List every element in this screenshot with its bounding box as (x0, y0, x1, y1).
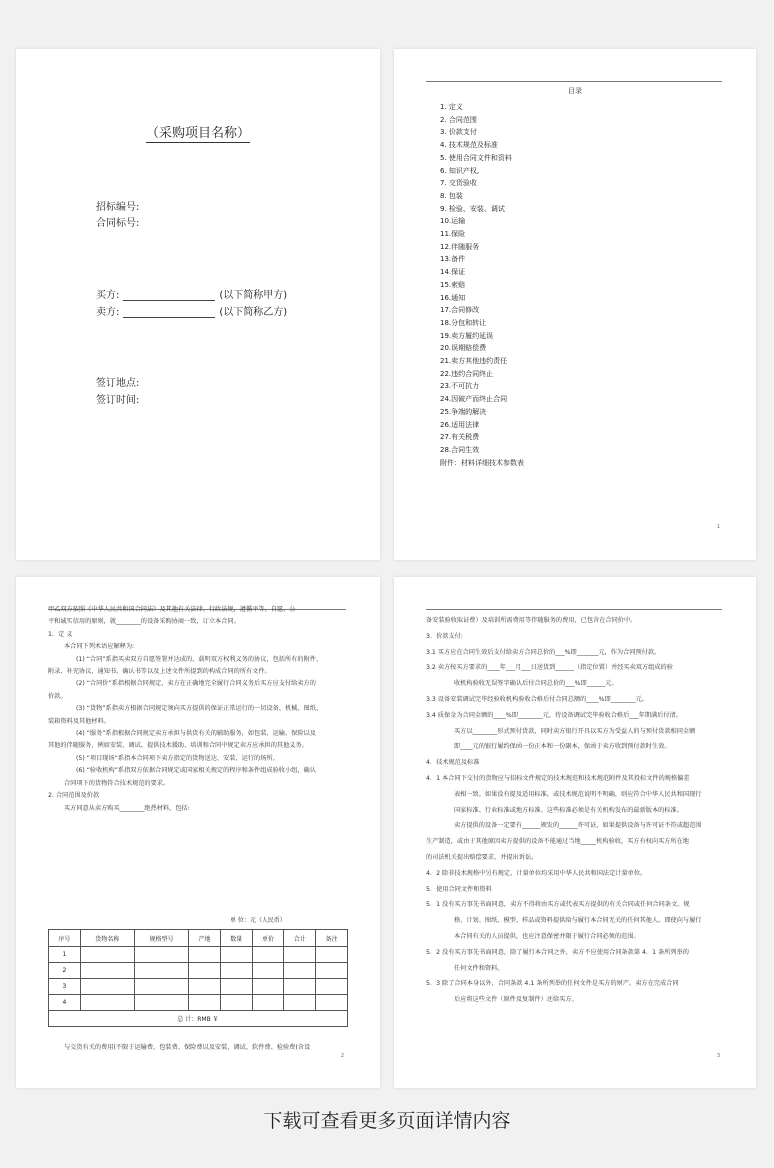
table-cell (252, 995, 284, 1011)
contract-body (48, 604, 322, 815)
table-header-cell: 序号 (49, 930, 81, 947)
table-cell (316, 963, 348, 979)
toc-item: 7. 交货验收 (440, 179, 477, 188)
toc-item: 24.因破产而终止合同 (440, 395, 508, 404)
contract-line: 卖方提供的设备一定要有______颁发的______许可证，如果提供设备与许可证不符或超范围 (454, 822, 702, 830)
toc-item: 21.卖方其他违约责任 (440, 357, 508, 366)
toc-item: 22.违约合同终止 (440, 369, 494, 378)
toc-item: 3. 价款支付 (440, 128, 477, 137)
toc-item: 28.合同生效 (440, 445, 480, 454)
contract-line: 买方同意从卖方购买________绝热材料，包括: (64, 804, 190, 812)
contract-body (426, 613, 702, 1008)
contract-line: (2) “合同价”系指根据合同规定，卖方在正确地完全履行合同义务后买方应支付给卖方的 (76, 680, 316, 688)
contract-line: 买方以________形式预付货款，同时卖方银行开具以买方为受益人的与预付货款相同金额 (454, 727, 696, 735)
contract-line: 附录、补充协议、通知书，确认书等以及上述文件所提到的构成合同的所有文件。 (48, 668, 271, 676)
sign-place-label: 签订地点: (96, 378, 140, 389)
contract-line: 3.1 买方应在合同生效后支付给卖方合同总价的___%即_______元，作为合同预付款。 (426, 648, 661, 656)
contract-line: 收机构验收无误签字确认后付合同总价的___%即______元。 (454, 680, 618, 688)
page-number: 3 (716, 1053, 720, 1059)
contract-line: 5．1 没有买方事先书面同意，卖方不得将由买方或代表买方提供的有关合同或任何合同条文、规 (426, 901, 690, 909)
buyer-label: 买方: (96, 290, 120, 301)
table-header-cell: 单价 (252, 930, 284, 947)
table-cell: 4 (49, 995, 81, 1011)
contract-line: 4．2 除非技术规格中另有规定，计量单位均采用中华人民共和国法定计量单位。 (426, 869, 647, 877)
buyer-note: (以下简称甲方) (219, 290, 288, 301)
contract-line: 3.4 质保金为合同金额的____%即________元，待设备调试完毕验收合格后___年期满后付清。 (426, 711, 682, 719)
sign-time-label: 签订时间: (96, 395, 140, 406)
table-cell (220, 963, 252, 979)
goods-table (48, 929, 348, 1027)
contract-line: 生产制造，或由于其他原因卖方提供的设备不能通过当地_____机构验收，买方有权向买方所在地 (426, 838, 689, 846)
table-cell (252, 963, 284, 979)
contract-line: 平和诚实信用的原则，就________的设备采购协商一致，订立本合同。 (48, 618, 240, 626)
contract-line: 备安装验收取证费）及培训所需费用等伴随服务的费用，已包含在合同价中。 (426, 617, 637, 624)
table-header-cell: 产地 (189, 930, 221, 947)
seller-label: 卖方: (96, 307, 120, 318)
contract-line: 装箱资料及其他材料。 (48, 717, 110, 725)
footer-note: 下载可查看更多页面详情内容 (263, 1110, 511, 1132)
contract-line: 2. 合同范围及价款 (48, 792, 100, 800)
table-cell: 3 (49, 979, 81, 995)
toc-item: 14.保证 (440, 268, 466, 277)
table-header-cell: 规格型号 (134, 930, 188, 947)
table-header-cell: 货物名称 (80, 930, 134, 947)
table-cell (220, 979, 252, 995)
contract-line: 4．技术规范及标准 (426, 759, 480, 767)
toc-item: 4. 技术规范及标准 (440, 141, 498, 150)
table-cell (220, 947, 252, 963)
seller-blank (123, 307, 215, 318)
table-header-cell: 合计 (284, 930, 316, 947)
toc-item: 12.伴随服务 (440, 242, 480, 251)
toc-item: 25.争端的解决 (440, 407, 487, 416)
table-row (49, 979, 348, 995)
contract-line: 3．价款支付: (426, 632, 463, 640)
toc-item: 5. 使用合同文件和资料 (440, 153, 512, 162)
table-cell (316, 995, 348, 1011)
table-cell (80, 963, 134, 979)
seller-line (96, 303, 287, 318)
table-cell (252, 947, 284, 963)
toc-item: 6. 知识产权, (440, 166, 480, 175)
toc-item: 8. 包装 (440, 191, 463, 200)
page-number: 2 (340, 1053, 344, 1059)
contract-line: 甲乙双方依照《中华人民共和国合同法》及其他有关法律、行政法规，遵循平等、自愿、公 (48, 606, 296, 613)
table-cell: 1 (49, 947, 81, 963)
toc-page (394, 49, 756, 560)
toc-list (440, 101, 524, 469)
table-header-cell: 备注 (316, 930, 348, 947)
toc-item: 13.备件 (440, 255, 466, 264)
contract-line: 4．1 本合同下交付的货物应与招标文件规定的技术规范和技术规范附件及其投标文件的规格偏差 (426, 774, 690, 782)
toc-item: 2. 合同范围 (440, 115, 477, 124)
contract-line: 国家标准、行业标准或地方标准。这些标准必须是有关机构发布的最新版本的标准。 (454, 806, 683, 814)
toc-item: 20.误期赔偿费 (440, 344, 487, 353)
table-cell (134, 995, 188, 1011)
table-cell (189, 995, 221, 1011)
contract-line: (3) “货物”系指卖方根据合同规定须向买方提供的保证正常运行的一切设备、机械、图纸、 (76, 705, 323, 713)
table-cell (284, 947, 316, 963)
contract-line: (4) “服务”系指根据合同规定卖方承担与供货有关的辅助服务，如包装、运输、保险以及 (76, 730, 316, 738)
toc-item: 10.运输 (440, 217, 466, 226)
toc-item: 附件：材料详细技术参数表 (440, 458, 524, 467)
table-cell (189, 979, 221, 995)
buyer-blank (123, 290, 215, 301)
header-rule (426, 609, 722, 610)
toc-item: 26.适用法律 (440, 420, 480, 429)
table-cell (252, 979, 284, 995)
page-number: 1 (716, 524, 720, 530)
table-cell (80, 995, 134, 1011)
toc-item: 1. 定义 (440, 103, 463, 111)
contract-line: 价款。 (48, 692, 67, 700)
contract-number-label: 合同标号: (96, 218, 140, 229)
bid-number-label: 招标编号: (96, 202, 140, 213)
contract-line: 格、计划、图纸、模型、样品或资料提供给与履行本合同无关的任何其他人。即使向与履行 (454, 917, 702, 925)
toc-item: 23.不可抗力 (440, 382, 480, 391)
table-cell (284, 995, 316, 1011)
contract-line: 1．定 义 (48, 630, 73, 638)
table-row (49, 947, 348, 963)
table-cell (189, 963, 221, 979)
table-cell (134, 979, 188, 995)
table-cell (134, 947, 188, 963)
header-rule (426, 81, 722, 82)
table-cell (220, 995, 252, 1011)
seller-note: (以下简称乙方) (219, 307, 288, 318)
table-cell (284, 979, 316, 995)
contract-line: 5．使用合同文件和资料 (426, 885, 492, 893)
contract-line: 其他的伴随服务，例如安装、调试、提供技术援助、培训和合同中规定卖方应承担的其他义务。 (48, 742, 308, 750)
toc-item: 18.分包和转让 (440, 318, 487, 327)
contract-page-1 (16, 577, 380, 1088)
contract-line: 任何文件和资料。 (454, 964, 504, 972)
toc-title: 目录 (568, 87, 582, 95)
toc-item: 11.保险 (440, 230, 466, 239)
contract-line: (1) “合同”系指买卖双方自愿签署并达成的、载明双方权利义务的协议，包括所有的附件、 (76, 655, 323, 663)
contract-line: 本合同有关的人员提供，也应注意保密并限于履行合同必须的范围。 (454, 932, 640, 940)
table-row (49, 995, 348, 1011)
contract-line: 表相一致。如果没有提及适用标准，或技术规范说明不明确，则应符合中华人民共和国现行 (454, 790, 702, 798)
contract-line: 的司法机关提出赔偿要求，并提出诉讼。 (426, 853, 538, 861)
contract-line: 5．2 没有买方事先书面同意，除了履行本合同之外，卖方不应使用合同条款第 4．1 条所列举的 (426, 948, 689, 956)
table-cell (189, 947, 221, 963)
contract-line: 即____元的银行履约保函一份正本和一份副本，保函于卖方收到预付款时生效。 (454, 743, 671, 751)
contract-line: 3.2 卖方按买方要求的____年___月___日送货到______（指定位置）并经买卖双方组成的验 (426, 664, 673, 672)
table-cell (284, 963, 316, 979)
cover-page (16, 49, 380, 560)
table-cell: 2 (49, 963, 81, 979)
toc-item: 19.卖方履约延误 (440, 331, 494, 340)
toc-item: 16.通知 (440, 293, 466, 302)
table-cell (134, 963, 188, 979)
contract-line: 5．3 除了合同本身以外，合同条款 4.1 条所列举的任何文件是买方的财产。卖方在完成合同 (426, 980, 679, 988)
bottom-line: 与交货有关的费用(不限于运输费、包装费、保险费以及安装、调试、软件费、检验费(含设 (64, 1044, 311, 1051)
table-row (49, 963, 348, 979)
buyer-line (96, 286, 287, 301)
table-total-row (49, 1011, 348, 1027)
table-cell (316, 947, 348, 963)
unit-note: 单 位：元（人民币） (230, 917, 286, 924)
contract-line: 后应将这些文件（原件及复制件）还给买方。 (454, 996, 578, 1004)
project-title: （采购项目名称） (145, 126, 250, 141)
table-cell (316, 979, 348, 995)
contract-page-2 (394, 577, 756, 1088)
toc-item: 15.索赔 (440, 280, 466, 289)
table-cell (80, 947, 134, 963)
contract-line: (6) “验收机构”系指双方依据合同规定或国家相关规定的程序和条件组成验收小组，确认 (76, 767, 316, 775)
toc-item: 27.有关税费 (440, 433, 480, 442)
table-header-row (49, 930, 348, 947)
contract-line: (5) “项目现场”系指本合同项下卖方指定的货物送达、安装、运行的场所。 (76, 754, 279, 762)
toc-item: 9. 检验、安装、调试 (440, 204, 505, 213)
contract-line: 本合同下列术语应解释为: (64, 643, 135, 651)
table-cell (80, 979, 134, 995)
contract-line: 3.3 设备安装调试完毕经验收机构验收合格后付合同总额的____%即________元。 (426, 695, 648, 703)
toc-item: 17.合同修改 (440, 306, 480, 315)
contract-line: 合同项下的货物符合技术规范的要求。 (64, 779, 170, 787)
table-header-cell: 数量 (220, 930, 252, 947)
table-total: 总 计：RMB ￥ (49, 1011, 348, 1027)
